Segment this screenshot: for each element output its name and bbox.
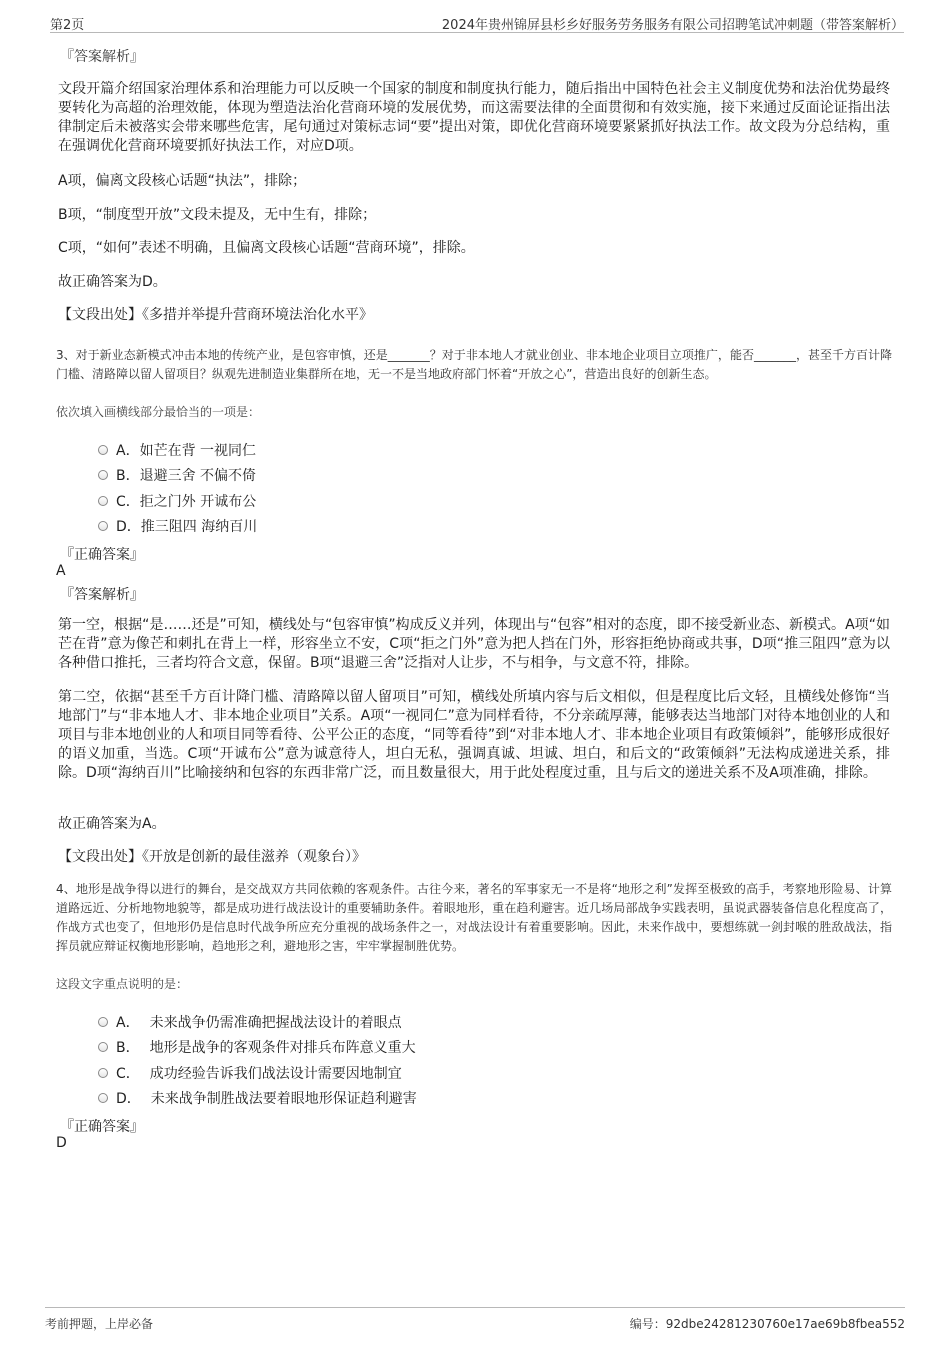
analysis-paragraph-2: 第二空，依据“甚至千方百计降门槛、清路障以留人留项目”可知，横线处所填内容与后文相似，但是程度比后文轻，且横线处修饰“当地部门”与“非本地人才、非本地企业项目”关系。A项“一视同仁”意为同样看待，不分亲疏厚薄，能够表达当地部门对待本地创业的人和项目与非本地创业的人和项目同等看待、公平公正的态度，“同等看待”到“对非本地人才、非本地企业项目有政策倾斜”，能够形成很好的语义加重，当选。C项“开诚布公”意为诚意待人，坦白无私，强调真诚、坦诚、坦白，和后文的“政策倾斜”无法构成递进关系，排除。D项“海纳百川”比喻接纳和包容的东西非常广泛，而且数量很大，用于此处程度过重，且与后文的递进关系不及A项准确，排除。 [58, 689, 890, 781]
option-text: 地形是战争的客观条件对排兵布阵意义重大 [149, 1040, 416, 1056]
question-3-option-b[interactable] [98, 465, 256, 483]
option-letter: A． [116, 443, 140, 459]
option-letter: D． [116, 519, 141, 535]
analysis-paragraph: 文段开篇介绍国家治理体系和治理能力可以反映一个国家的制度和制度执行能力，随后指出中国特色社会主义制度优势和法治优势最终要转化为高超的治理效能，体现为塑造法治化营商环境的发展优势，而这需要法律的全面贯彻和有效实施，接下来通过反面论证指出法律制定后未被落实会带来哪些危害，尾句通过对策标志词“要”提出对策，即优化营商环境要紧紧抓好执法工作。故文段为分总结构，重在强调优化营商环境要抓好执法工作，对应D项。 [58, 81, 890, 154]
question-4-option-b[interactable] [98, 1037, 416, 1055]
radio-button-icon[interactable] [98, 521, 108, 531]
answer-conclusion: 故正确答案为D。 [58, 274, 167, 290]
radio-button-icon[interactable] [98, 470, 108, 480]
option-text: 如芒在背 一视同仁 [139, 443, 257, 459]
radio-button-icon[interactable] [98, 496, 108, 506]
document-id: 编号：92dbe24281230760e17ae69b8fbea552 [629, 1317, 905, 1331]
option-text: 成功经验告诉我们战法设计需要因地制宜 [149, 1066, 402, 1082]
source-note: 【文段出处】《开放是创新的最佳滋养（观象台）》 [58, 849, 366, 865]
option-text: 推三阻四 海纳百川 [140, 519, 258, 535]
option-letter: C． [116, 494, 140, 510]
correct-answer-heading: 『正确答案』 [60, 1119, 144, 1135]
document-title: 2024年贵州锦屏县杉乡好服务劳务服务有限公司招聘笔试冲刺题（带答案解析） [441, 18, 904, 33]
page-footer [45, 1307, 905, 1332]
correct-answer-heading: 『正确答案』 [60, 547, 144, 563]
question-3-option-d[interactable] [98, 516, 257, 534]
page-header [50, 12, 904, 33]
analysis-paragraph-1: 第一空，根据“是……还是”可知，横线处与“包容审慎”构成反义并列，体现出与“包容”相对的态度，即不接受新业态、新模式。A项“如芒在背”意为像芒和刺扎在背上一样，形容坐立不安，C项“拒之门外”意为把人挡在门外，形容拒绝协商或共事，D项“推三阻四”意为以各种借口推托，三者均符合文意，保留。B项“退避三舍”泛指对人让步，不与相争，与文意不符，排除。 [58, 617, 890, 671]
question-4-option-d[interactable] [98, 1088, 417, 1106]
question-4-option-a[interactable] [98, 1012, 402, 1030]
option-text: 未来战争制胜战法要着眼地形保证趋利避害 [150, 1091, 417, 1107]
question-4-option-c[interactable] [98, 1063, 402, 1081]
analysis-heading: 『答案解析』 [60, 49, 144, 65]
radio-button-icon[interactable] [98, 1068, 108, 1078]
source-note: 【文段出处】《多措并举提升营商环境法治化水平》 [58, 307, 373, 323]
correct-answer-value: D [56, 1135, 67, 1151]
radio-button-icon[interactable] [98, 445, 108, 455]
option-letter: A． [116, 1015, 140, 1031]
analysis-heading: 『答案解析』 [60, 587, 144, 603]
question-3-option-c[interactable] [98, 491, 256, 509]
question-3-prompt: 依次填入画横线部分最恰当的一项是： [56, 405, 261, 419]
correct-answer-value: A [56, 563, 66, 579]
option-letter: C． [116, 1066, 140, 1082]
question-3-option-a[interactable] [98, 440, 256, 458]
answer-conclusion: 故正确答案为A。 [58, 816, 166, 832]
option-letter: B． [116, 1040, 140, 1056]
page-number: 第2页 [50, 18, 85, 33]
option-text: 拒之门外 开诚布公 [139, 494, 257, 510]
option-text: 未来战争仍需准确把握战法设计的着眼点 [149, 1015, 402, 1031]
radio-button-icon[interactable] [98, 1042, 108, 1052]
radio-button-icon[interactable] [98, 1093, 108, 1103]
option-note-c: C项，“如何”表述不明确，且偏离文段核心话题“营商环境”，排除。 [58, 240, 475, 256]
option-note-a: A项，偏离文段核心话题“执法”，排除； [58, 173, 307, 189]
option-note-b: B项，“制度型开放”文段未提及，无中生有，排除； [58, 207, 377, 223]
question-4-prompt: 这段文字重点说明的是： [56, 977, 189, 991]
radio-button-icon[interactable] [98, 1017, 108, 1027]
option-text: 退避三舍 不偏不倚 [139, 468, 257, 484]
footer-slogan: 考前押题，上岸必备 [45, 1317, 154, 1331]
option-letter: B． [116, 468, 140, 484]
option-letter: D． [116, 1091, 141, 1107]
question-4-stem: 4、地形是战争得以进行的舞台，是交战双方共同依赖的客观条件。古往今来，著名的军事家无一不是将“地形之利”发挥至极致的高手，考察地形险易、计算道路远近、分析地物地貌等，都是成功进行战法设计的重要辅助条件。着眼地形，重在趋利避害。近几场局部战争实践表明，虽说武器装备信息化程度高了，作战方式也变了，但地形仍是信息时代战争所应充分重视的战场条件之一，对战法设计有着重要影响。因此，未来作战中，要想练就一剑封喉的胜敌战法，指挥员就应辩证权衡地形影响，趋地形之利，避地形之害，牢牢掌握制胜优势。 [56, 882, 892, 953]
question-3-stem: 3、对于新业态新模式冲击本地的传统产业，是包容审慎，还是_______？对于非本地人才就业创业、非本地企业项目立项推广，能否_______，甚至千方百计降门槛、清路障以留人留项目？纵观先进制造业集群所在地，无一不是当地政府部门怀着“开放之心”，营造出良好的创新生态。 [56, 348, 892, 381]
